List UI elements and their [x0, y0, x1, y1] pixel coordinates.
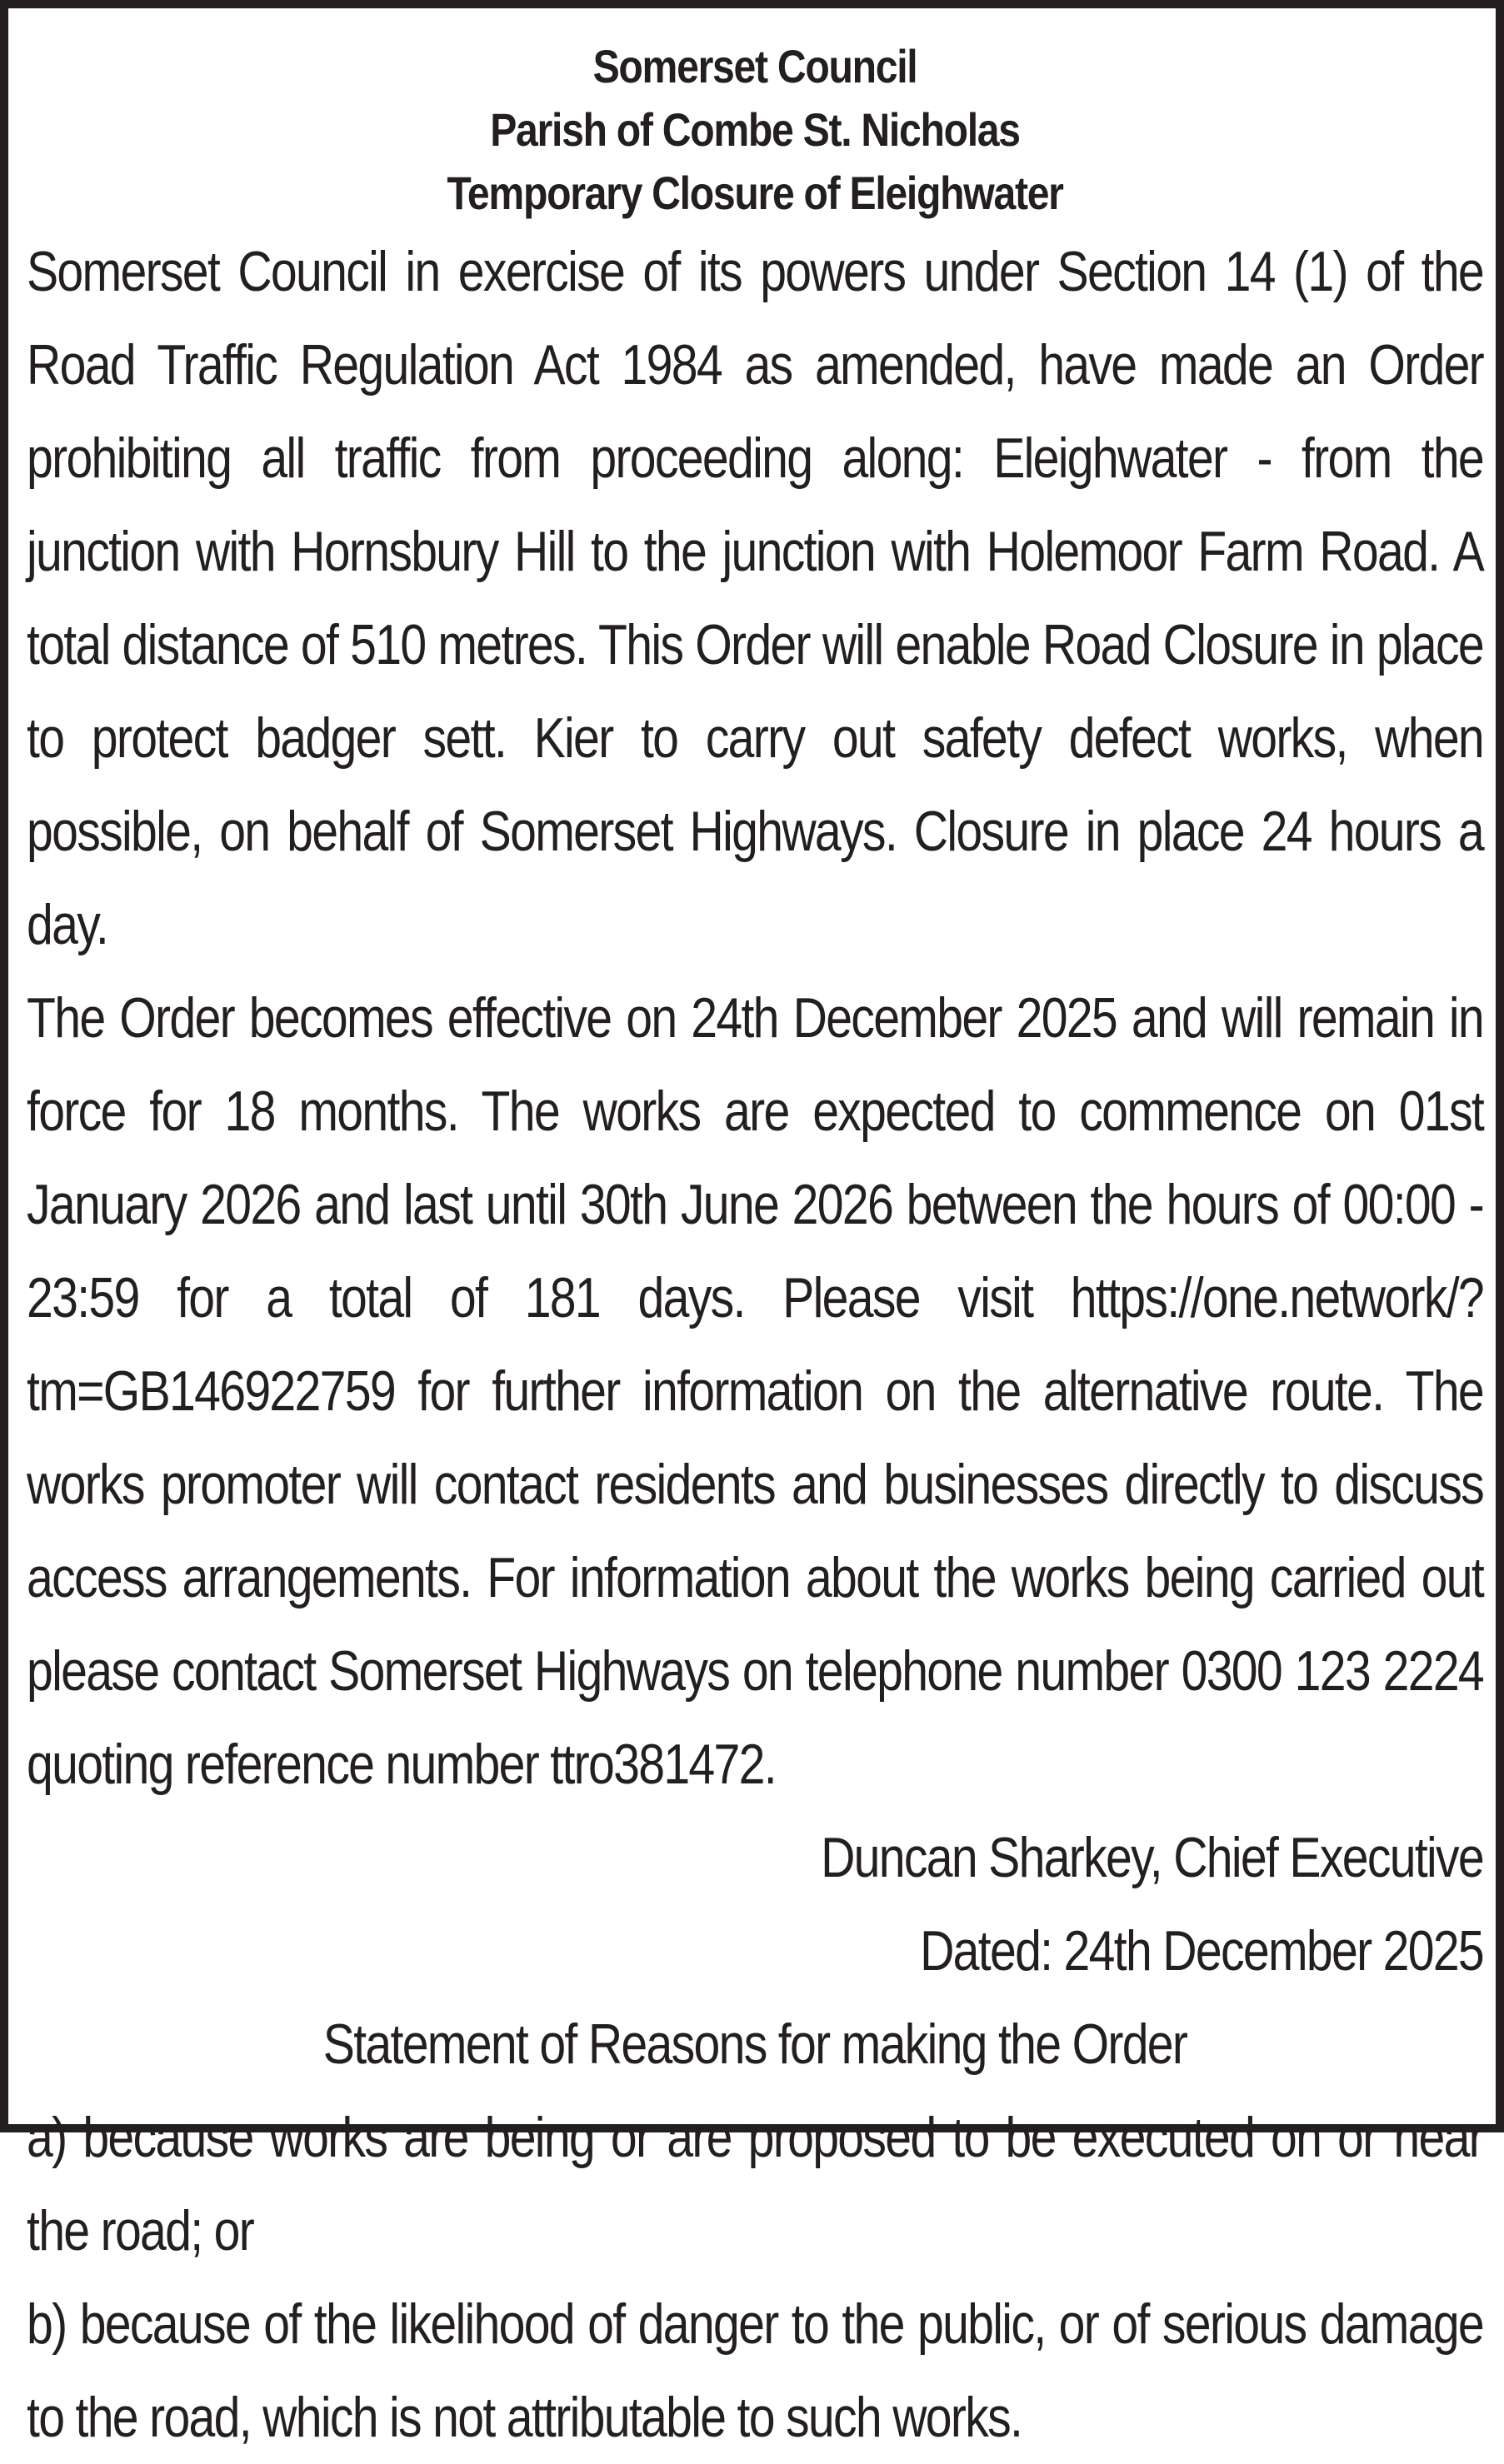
parish-heading: Parish of Combe St. Nicholas	[490, 103, 1020, 156]
reasons-heading: Statement of Reasons for making the Order	[322, 2013, 1187, 2076]
notice-content	[27, 27, 1484, 2449]
effective-paragraph: The Order becomes effective on 24th December 2025 and will remain in force for 18 months. The works are expected to commence on 01st January 2026 and last until 30th June 2026 between the hours of 00:00 - 23:59 for a total of 181 days. Please visit https://one.network/?tm=GB146922759 for further information on the alternative route. The works promoter will contact residents and businesses directly to discuss access arrangements. For information about the works being carried out please contact Somerset Highways on telephone number 0300 123 2224 quoting reference number ttro381472.	[27, 986, 1484, 1796]
order-paragraph: Somerset Council in exercise of its powers under Section 14 (1) of the Road Traffic Regulation Act 1984 as amended, have made an Order prohibiting all traffic from proceeding along: Eleighwater - from the junction with Hornsbury Hill to the junction with Holemoor Farm Road. A total distance of 510 metres. This Order will enable Road Closure in place to protect badger sett. Kier to carry out safety defect works, when possible, on behalf of Somerset Highways. Closure in place 24 hours a day.	[27, 240, 1484, 956]
notice-body	[27, 225, 1483, 2464]
reason-b: b) because of the likelihood of danger to the public, or of serious damage to the road, which is not attributable to such works.	[27, 2292, 1484, 2449]
closure-heading: Temporary Closure of Eleighwater	[447, 167, 1063, 219]
council-heading: Somerset Council	[592, 40, 917, 92]
dated-line: Dated: 24th December 2025	[920, 1919, 1484, 1983]
reason-a: a) because works are being or are proposed to be executed on or near the road; or	[27, 2106, 1484, 2262]
signatory-line: Duncan Sharkey, Chief Executive	[821, 1826, 1484, 1889]
